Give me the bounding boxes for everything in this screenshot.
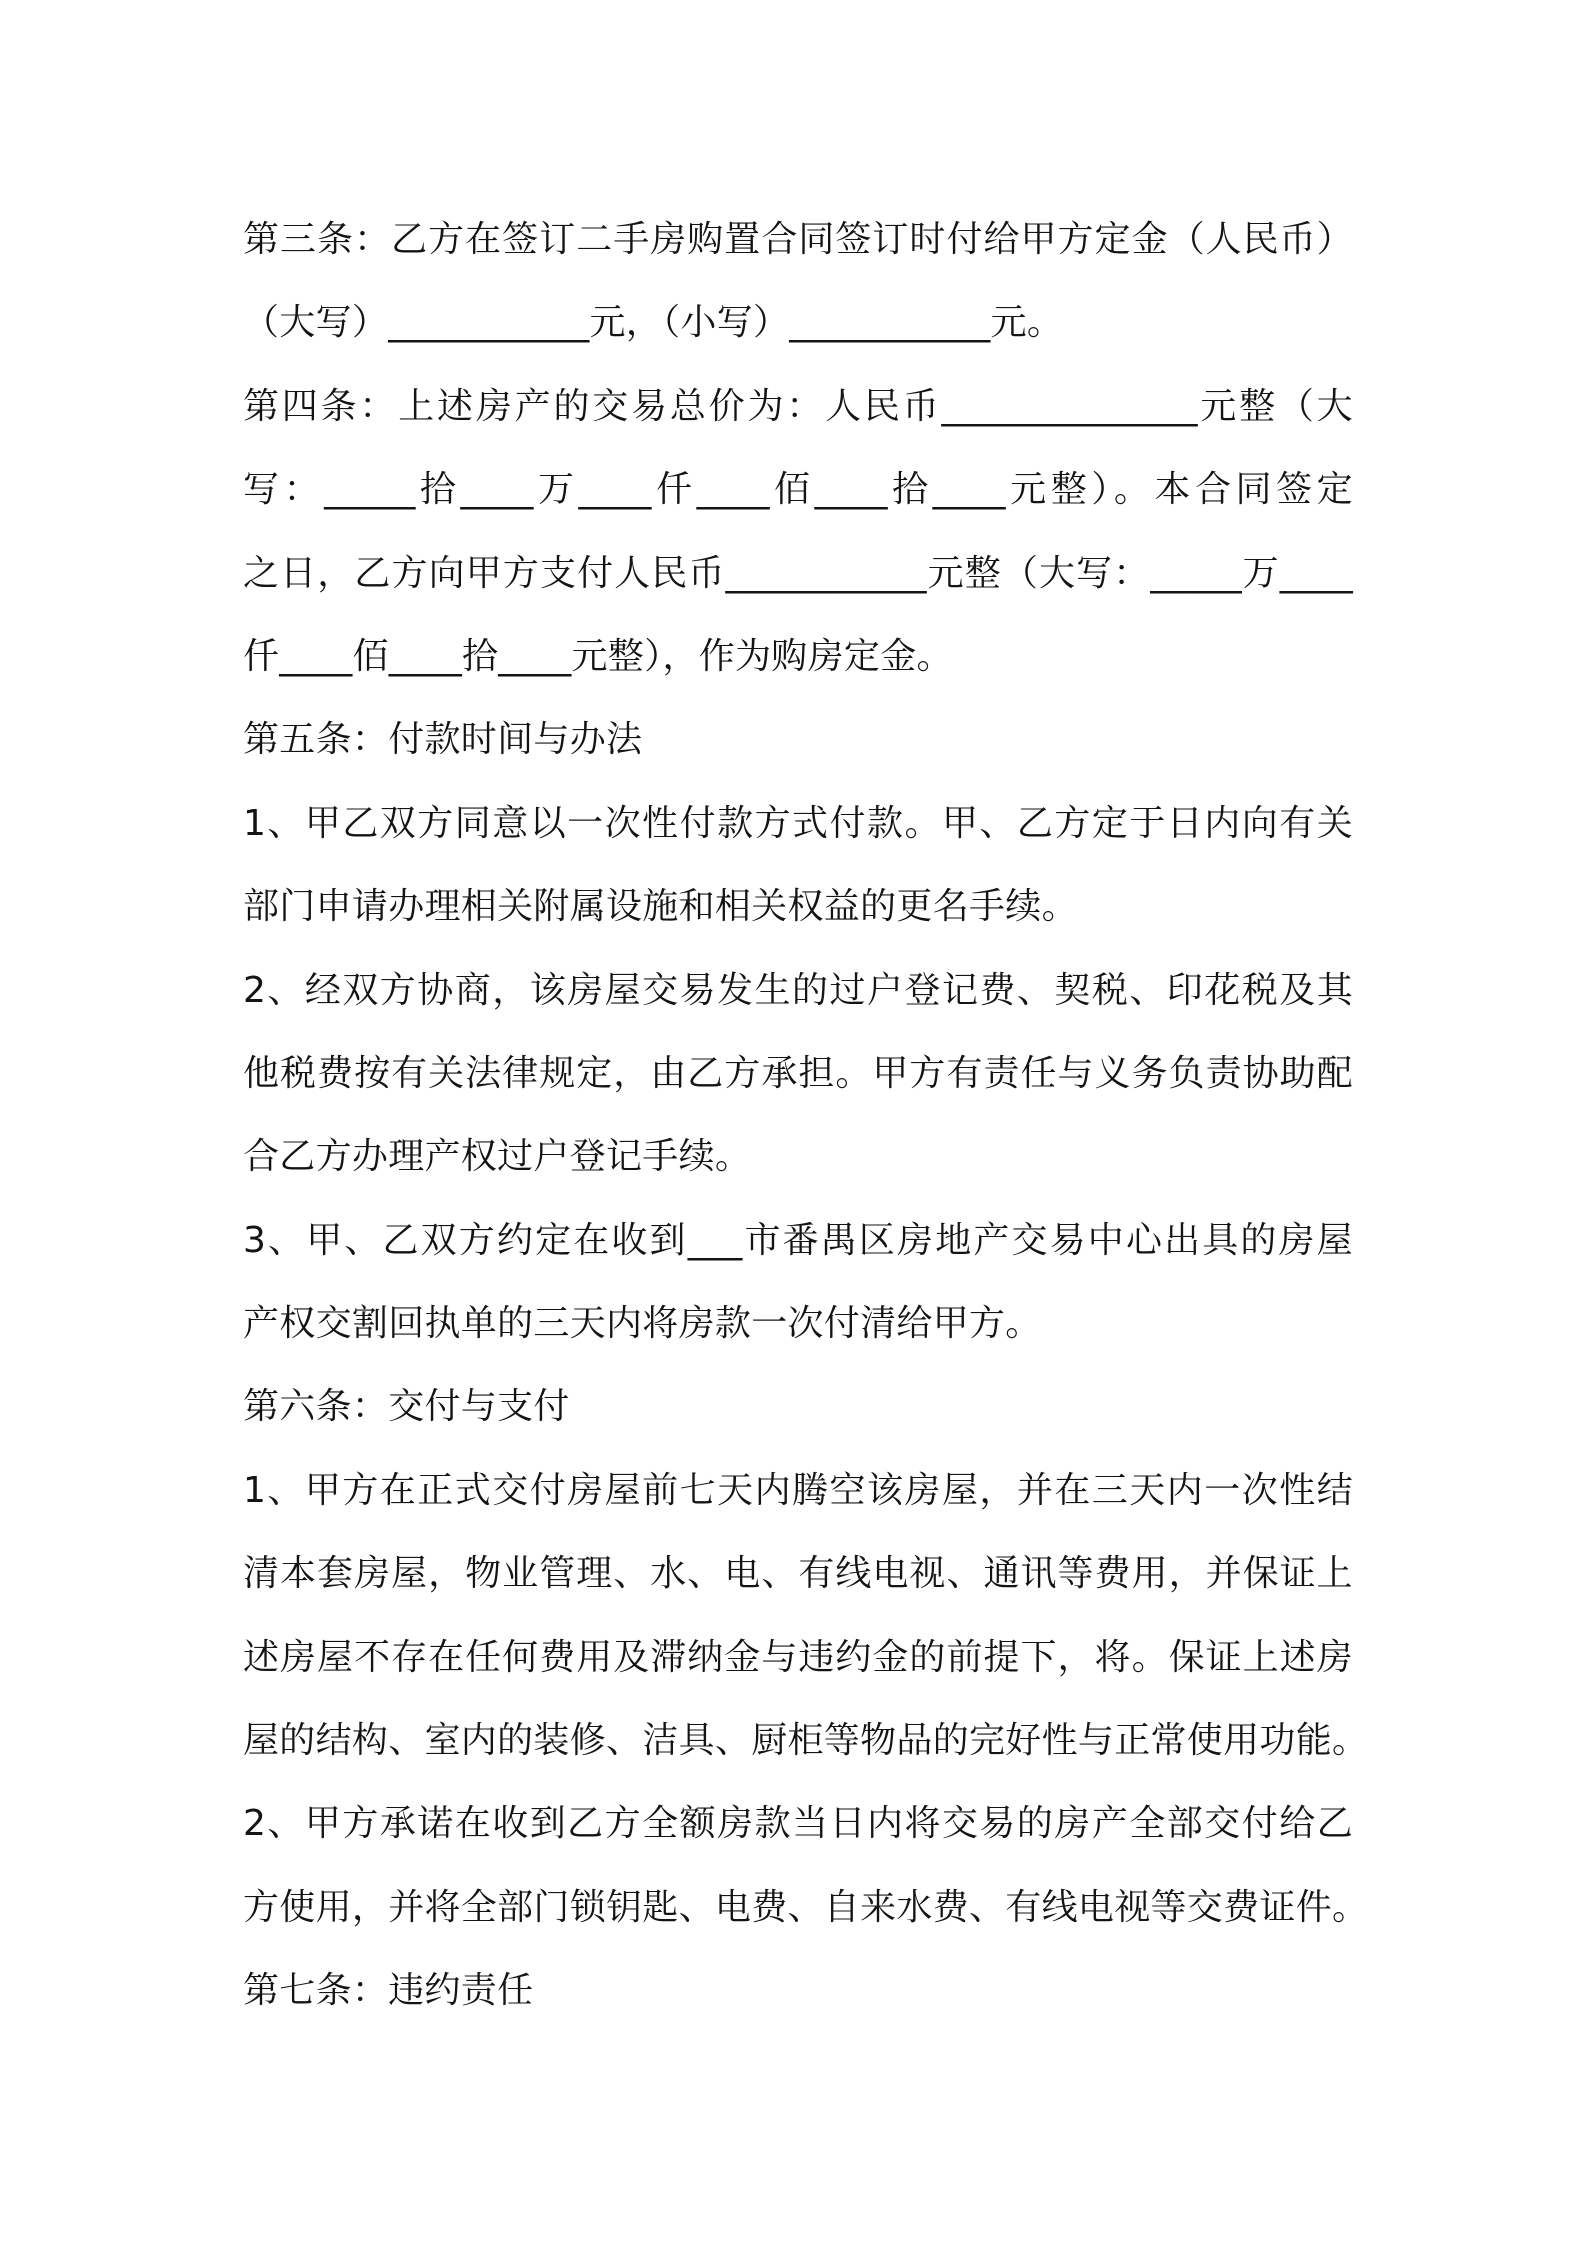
clause-7-heading: 第七条：违约责任: [243, 1970, 534, 2012]
clause-5-item-2-line-2: 他税费按有关法律规定，由乙方承担。甲方有责任与义务负责协助配: [243, 1052, 1353, 1094]
clause-4-line-3: 之日，乙方向甲方支付人民币___________元整（大写：_____万____: [243, 552, 1353, 594]
clause-6-item-1-line-3: 述房屋不存在任何费用及滞纳金与违约金的前提下，将。保证上述房: [243, 1636, 1353, 1678]
clause-5-item-1-line-1: 1、甲乙双方同意以一次性付款方式付款。甲、乙方定于日内向有关: [243, 802, 1353, 844]
clause-6-item-1-line-2: 清本套房屋，物业管理、水、电、有线电视、通讯等费用，并保证上: [243, 1553, 1353, 1595]
clause-5-item-3-line-2: 产权交割回执单的三天内将房款一次付清给甲方。: [243, 1303, 1042, 1345]
clause-5-item-1-line-2: 部门申请办理相关附属设施和相关权益的更名手续。: [243, 886, 1078, 928]
clause-6-item-2-line-1: 2、甲方承诺在收到乙方全额房款当日内将交易的房产全部交付给乙: [243, 1803, 1353, 1845]
clause-6-heading: 第六条：交付与支付: [243, 1386, 570, 1428]
clause-6-item-1-line-1: 1、甲方在正式交付房屋前七天内腾空该房屋，并在三天内一次性结: [243, 1469, 1353, 1511]
contract-body: [243, 198, 1369, 2033]
clause-3-line-1: 第三条：乙方在签订二手房购置合同签订时付给甲方定金（人民币）: [243, 219, 1353, 260]
clause-4-line-2: 写：_____拾____万____仟____佰____拾____元整）。本合同签定: [243, 469, 1353, 511]
clause-4-line-1: 第四条：上述房产的交易总价为：人民币______________元整（大: [243, 385, 1353, 427]
clause-5-item-2-line-1: 2、经双方协商，该房屋交易发生的过户登记费、契税、印花税及其: [243, 969, 1353, 1011]
clause-5-item-2-line-3: 合乙方办理产权过户登记手续。: [243, 1136, 752, 1178]
clause-3-line-2: （大写）___________元，（小写）___________元。: [243, 302, 1064, 344]
clause-6-item-2-line-2: 方使用，并将全部门锁钥匙、电费、自来水费、有线电视等交费证件。: [243, 1886, 1369, 1928]
clause-5-item-3-line-1: 3、甲、乙双方约定在收到___市番禺区房地产交易中心出具的房屋: [243, 1219, 1353, 1261]
clause-6-item-1-line-4: 屋的结构、室内的装修、洁具、厨柜等物品的完好性与正常使用功能。: [243, 1720, 1369, 1762]
clause-5-heading: 第五条：付款时间与办法: [243, 719, 643, 761]
clause-4-line-4: 仟____佰____拾____元整），作为购房定金。: [243, 635, 953, 677]
